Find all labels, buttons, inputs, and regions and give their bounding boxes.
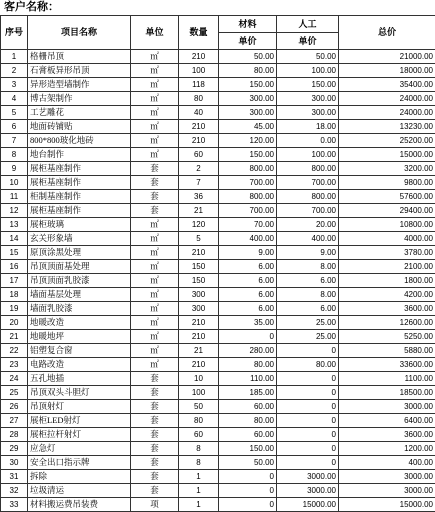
table-row [1, 218, 435, 232]
table-row [1, 358, 435, 372]
col-header-material-price: 单价 [219, 33, 277, 50]
row-seq-cell: 12 [1, 204, 28, 218]
row-labor-price-cell: 6.00 [277, 274, 339, 288]
row-unit-cell: ㎡ [131, 64, 179, 78]
row-total-cell: 21000.00 [339, 50, 435, 64]
row-labor-price-cell: 0 [277, 386, 339, 400]
row-unit-cell: ㎡ [131, 246, 179, 260]
table-row [1, 400, 435, 414]
row-qty-cell: 10 [179, 372, 219, 386]
row-total-cell: 3780.00 [339, 246, 435, 260]
table-row [1, 64, 435, 78]
table-row [1, 288, 435, 302]
row-unit-cell: ㎡ [131, 50, 179, 64]
row-labor-price-cell: 8.00 [277, 260, 339, 274]
row-labor-price-cell: 0 [277, 442, 339, 456]
row-seq-cell: 31 [1, 470, 28, 484]
row-seq-cell: 26 [1, 400, 28, 414]
row-total-cell: 18000.00 [339, 64, 435, 78]
row-name-cell: 工艺雕花 [28, 106, 131, 120]
row-name-cell: 拆除 [28, 470, 131, 484]
table-row [1, 442, 435, 456]
row-unit-cell: 套 [131, 204, 179, 218]
table-row [1, 204, 435, 218]
table-row [1, 484, 435, 498]
row-labor-price-cell: 300.00 [277, 92, 339, 106]
row-labor-price-cell: 700.00 [277, 176, 339, 190]
row-material-price-cell: 120.00 [219, 134, 277, 148]
row-seq-cell: 27 [1, 414, 28, 428]
row-material-price-cell: 80.00 [219, 414, 277, 428]
table-row [1, 428, 435, 442]
row-material-price-cell: 300.00 [219, 106, 277, 120]
row-unit-cell: ㎡ [131, 232, 179, 246]
row-labor-price-cell: 25.00 [277, 330, 339, 344]
row-name-cell: 博古架制作 [28, 92, 131, 106]
table-row [1, 92, 435, 106]
row-unit-cell: ㎡ [131, 120, 179, 134]
row-total-cell: 10800.00 [339, 218, 435, 232]
row-labor-price-cell: 8.00 [277, 288, 339, 302]
table-row [1, 190, 435, 204]
table-row [1, 274, 435, 288]
row-seq-cell: 30 [1, 456, 28, 470]
row-qty-cell: 8 [179, 456, 219, 470]
row-total-cell: 3000.00 [339, 484, 435, 498]
row-material-price-cell: 6.00 [219, 260, 277, 274]
row-name-cell: 吊顶顶面基处理 [28, 260, 131, 274]
row-seq-cell: 5 [1, 106, 28, 120]
row-material-price-cell: 9.00 [219, 246, 277, 260]
row-qty-cell: 21 [179, 204, 219, 218]
row-material-price-cell: 800.00 [219, 162, 277, 176]
row-qty-cell: 210 [179, 120, 219, 134]
table-row [1, 120, 435, 134]
row-material-price-cell: 60.00 [219, 400, 277, 414]
row-qty-cell: 210 [179, 50, 219, 64]
row-qty-cell: 210 [179, 134, 219, 148]
row-unit-cell: ㎡ [131, 358, 179, 372]
row-labor-price-cell: 0 [277, 344, 339, 358]
row-total-cell: 15000.00 [339, 498, 435, 512]
row-name-cell: 玄关形象墙 [28, 232, 131, 246]
row-name-cell: 展柜拉杆射灯 [28, 428, 131, 442]
row-total-cell: 5880.00 [339, 344, 435, 358]
table-row [1, 330, 435, 344]
row-qty-cell: 210 [179, 246, 219, 260]
row-name-cell: 地暖地坪 [28, 330, 131, 344]
row-name-cell: 铝塑复合窗 [28, 344, 131, 358]
row-seq-cell: 16 [1, 260, 28, 274]
table-row [1, 344, 435, 358]
table-row [1, 162, 435, 176]
row-name-cell: 墙面乳胶漆 [28, 302, 131, 316]
row-seq-cell: 2 [1, 64, 28, 78]
row-labor-price-cell: 0 [277, 400, 339, 414]
row-material-price-cell: 110.00 [219, 372, 277, 386]
row-qty-cell: 7 [179, 176, 219, 190]
row-labor-price-cell: 800.00 [277, 190, 339, 204]
row-material-price-cell: 150.00 [219, 78, 277, 92]
row-material-price-cell: 400.00 [219, 232, 277, 246]
table-row [1, 106, 435, 120]
row-unit-cell: 套 [131, 400, 179, 414]
row-total-cell: 2100.00 [339, 260, 435, 274]
row-material-price-cell: 300.00 [219, 92, 277, 106]
table-row [1, 498, 435, 512]
row-seq-cell: 29 [1, 442, 28, 456]
row-name-cell: 展柜LED射灯 [28, 414, 131, 428]
row-qty-cell: 36 [179, 190, 219, 204]
row-seq-cell: 21 [1, 330, 28, 344]
table-row [1, 232, 435, 246]
header-row [1, 16, 435, 33]
row-labor-price-cell: 0 [277, 372, 339, 386]
row-material-price-cell: 0 [219, 470, 277, 484]
row-labor-price-cell: 300.00 [277, 106, 339, 120]
row-labor-price-cell: 100.00 [277, 148, 339, 162]
row-labor-price-cell: 400.00 [277, 232, 339, 246]
row-material-price-cell: 60.00 [219, 428, 277, 442]
row-name-cell: 应急灯 [28, 442, 131, 456]
row-seq-cell: 23 [1, 358, 28, 372]
row-material-price-cell: 800.00 [219, 190, 277, 204]
row-unit-cell: ㎡ [131, 78, 179, 92]
row-material-price-cell: 0 [219, 498, 277, 512]
row-unit-cell: 套 [131, 372, 179, 386]
row-qty-cell: 8 [179, 442, 219, 456]
row-name-cell: 地台制作 [28, 148, 131, 162]
table-body [1, 50, 435, 512]
row-seq-cell: 22 [1, 344, 28, 358]
row-total-cell: 57600.00 [339, 190, 435, 204]
row-seq-cell: 1 [1, 50, 28, 64]
row-unit-cell: ㎡ [131, 288, 179, 302]
row-labor-price-cell: 20.00 [277, 218, 339, 232]
row-unit-cell: 项 [131, 498, 179, 512]
row-material-price-cell: 6.00 [219, 274, 277, 288]
row-total-cell: 400.00 [339, 456, 435, 470]
row-qty-cell: 120 [179, 218, 219, 232]
row-seq-cell: 25 [1, 386, 28, 400]
col-header-total: 总价 [339, 16, 435, 50]
row-name-cell: 吊顶顶面乳胶漆 [28, 274, 131, 288]
row-unit-cell: 套 [131, 428, 179, 442]
row-qty-cell: 60 [179, 428, 219, 442]
col-header-qty: 数量 [179, 16, 219, 50]
row-qty-cell: 80 [179, 414, 219, 428]
row-labor-price-cell: 0 [277, 428, 339, 442]
row-qty-cell: 1 [179, 484, 219, 498]
row-unit-cell: 套 [131, 456, 179, 470]
row-qty-cell: 80 [179, 92, 219, 106]
row-labor-price-cell: 800.00 [277, 162, 339, 176]
row-unit-cell: ㎡ [131, 316, 179, 330]
row-qty-cell: 210 [179, 330, 219, 344]
row-name-cell: 垃圾清运 [28, 484, 131, 498]
row-seq-cell: 32 [1, 484, 28, 498]
row-total-cell: 1800.00 [339, 274, 435, 288]
row-total-cell: 6400.00 [339, 414, 435, 428]
row-unit-cell: 套 [131, 386, 179, 400]
row-material-price-cell: 0 [219, 330, 277, 344]
row-unit-cell: ㎡ [131, 330, 179, 344]
row-labor-price-cell: 3000.00 [277, 470, 339, 484]
row-seq-cell: 13 [1, 218, 28, 232]
row-material-price-cell: 70.00 [219, 218, 277, 232]
row-qty-cell: 118 [179, 78, 219, 92]
row-name-cell: 展柜基座制作 [28, 204, 131, 218]
row-name-cell: 展柜玻璃 [28, 218, 131, 232]
customer-name-label: 客户名称： [0, 0, 435, 15]
table-row [1, 316, 435, 330]
table-row [1, 372, 435, 386]
row-total-cell: 29400.00 [339, 204, 435, 218]
row-material-price-cell: 150.00 [219, 148, 277, 162]
table-row [1, 50, 435, 64]
row-material-price-cell: 150.00 [219, 442, 277, 456]
row-labor-price-cell: 0.00 [277, 134, 339, 148]
row-qty-cell: 300 [179, 302, 219, 316]
row-material-price-cell: 185.00 [219, 386, 277, 400]
row-labor-price-cell: 0 [277, 414, 339, 428]
row-unit-cell: ㎡ [131, 148, 179, 162]
row-name-cell: 格栅吊顶 [28, 50, 131, 64]
row-name-cell: 安全出口指示牌 [28, 456, 131, 470]
row-labor-price-cell: 25.00 [277, 316, 339, 330]
row-total-cell: 24000.00 [339, 92, 435, 106]
row-total-cell: 18500.00 [339, 386, 435, 400]
row-name-cell: 五孔地插 [28, 372, 131, 386]
row-seq-cell: 15 [1, 246, 28, 260]
row-qty-cell: 100 [179, 64, 219, 78]
row-qty-cell: 2 [179, 162, 219, 176]
row-unit-cell: ㎡ [131, 106, 179, 120]
row-labor-price-cell: 150.00 [277, 78, 339, 92]
row-labor-price-cell: 9.00 [277, 246, 339, 260]
row-material-price-cell: 6.00 [219, 288, 277, 302]
row-total-cell: 12600.00 [339, 316, 435, 330]
table-row [1, 176, 435, 190]
row-name-cell: 墙面基层处理 [28, 288, 131, 302]
col-header-labor: 人工 [277, 16, 339, 33]
row-qty-cell: 100 [179, 386, 219, 400]
row-material-price-cell: 35.00 [219, 316, 277, 330]
row-seq-cell: 24 [1, 372, 28, 386]
row-material-price-cell: 0 [219, 484, 277, 498]
row-qty-cell: 210 [179, 316, 219, 330]
row-seq-cell: 33 [1, 498, 28, 512]
row-name-cell: 电路改造 [28, 358, 131, 372]
row-unit-cell: ㎡ [131, 344, 179, 358]
row-name-cell: 展柜基座制作 [28, 162, 131, 176]
row-material-price-cell: 80.00 [219, 358, 277, 372]
row-material-price-cell: 6.00 [219, 302, 277, 316]
row-unit-cell: ㎡ [131, 92, 179, 106]
row-labor-price-cell: 18.00 [277, 120, 339, 134]
row-name-cell: 地暖改造 [28, 316, 131, 330]
row-qty-cell: 40 [179, 106, 219, 120]
row-seq-cell: 7 [1, 134, 28, 148]
col-header-name: 项目名称 [28, 16, 131, 50]
col-header-material: 材料 [219, 16, 277, 33]
row-qty-cell: 1 [179, 498, 219, 512]
row-labor-price-cell: 80.00 [277, 358, 339, 372]
row-name-cell: 原顶涂黑处理 [28, 246, 131, 260]
table-row [1, 148, 435, 162]
row-seq-cell: 4 [1, 92, 28, 106]
row-unit-cell: 套 [131, 162, 179, 176]
row-seq-cell: 17 [1, 274, 28, 288]
quotation-table [0, 15, 435, 512]
row-total-cell: 3000.00 [339, 470, 435, 484]
row-unit-cell: ㎡ [131, 134, 179, 148]
row-name-cell: 石膏板异形吊顶 [28, 64, 131, 78]
row-seq-cell: 18 [1, 288, 28, 302]
row-material-price-cell: 280.00 [219, 344, 277, 358]
row-seq-cell: 11 [1, 190, 28, 204]
row-unit-cell: 套 [131, 442, 179, 456]
row-seq-cell: 28 [1, 428, 28, 442]
row-unit-cell: ㎡ [131, 274, 179, 288]
row-material-price-cell: 50.00 [219, 50, 277, 64]
table-row [1, 302, 435, 316]
table-row [1, 386, 435, 400]
row-unit-cell: 套 [131, 484, 179, 498]
row-total-cell: 3200.00 [339, 162, 435, 176]
row-unit-cell: ㎡ [131, 218, 179, 232]
row-total-cell: 24000.00 [339, 106, 435, 120]
row-unit-cell: 套 [131, 414, 179, 428]
row-seq-cell: 10 [1, 176, 28, 190]
row-total-cell: 15000.00 [339, 148, 435, 162]
row-total-cell: 35400.00 [339, 78, 435, 92]
row-labor-price-cell: 6.00 [277, 302, 339, 316]
row-total-cell: 25200.00 [339, 134, 435, 148]
row-qty-cell: 150 [179, 274, 219, 288]
row-seq-cell: 9 [1, 162, 28, 176]
row-seq-cell: 6 [1, 120, 28, 134]
row-unit-cell: 套 [131, 190, 179, 204]
row-qty-cell: 300 [179, 288, 219, 302]
col-header-seq: 序号 [1, 16, 28, 50]
row-qty-cell: 210 [179, 358, 219, 372]
row-total-cell: 9800.00 [339, 176, 435, 190]
row-name-cell: 异形造型墙制作 [28, 78, 131, 92]
row-total-cell: 33600.00 [339, 358, 435, 372]
table-row [1, 134, 435, 148]
row-total-cell: 1100.00 [339, 372, 435, 386]
row-total-cell: 4200.00 [339, 288, 435, 302]
table-row [1, 246, 435, 260]
table-row [1, 456, 435, 470]
row-seq-cell: 3 [1, 78, 28, 92]
row-unit-cell: 套 [131, 470, 179, 484]
row-total-cell: 4000.00 [339, 232, 435, 246]
row-unit-cell: ㎡ [131, 302, 179, 316]
table-row [1, 78, 435, 92]
row-labor-price-cell: 3000.00 [277, 484, 339, 498]
table-row [1, 470, 435, 484]
row-name-cell: 柜制基座制作 [28, 190, 131, 204]
row-labor-price-cell: 0 [277, 456, 339, 470]
row-qty-cell: 5 [179, 232, 219, 246]
row-name-cell: 材料搬运费吊装费 [28, 498, 131, 512]
row-qty-cell: 21 [179, 344, 219, 358]
row-total-cell: 3000.00 [339, 400, 435, 414]
row-name-cell: 吊顶双头斗胆灯 [28, 386, 131, 400]
row-total-cell: 3600.00 [339, 428, 435, 442]
row-seq-cell: 19 [1, 302, 28, 316]
row-total-cell: 5250.00 [339, 330, 435, 344]
row-material-price-cell: 50.00 [219, 456, 277, 470]
row-labor-price-cell: 700.00 [277, 204, 339, 218]
row-qty-cell: 60 [179, 148, 219, 162]
table-row [1, 260, 435, 274]
row-name-cell: 800*800玻化地砖 [28, 134, 131, 148]
row-material-price-cell: 80.00 [219, 64, 277, 78]
row-qty-cell: 50 [179, 400, 219, 414]
col-header-unit: 单位 [131, 16, 179, 50]
row-name-cell: 展柜基座制作 [28, 176, 131, 190]
row-unit-cell: ㎡ [131, 260, 179, 274]
row-labor-price-cell: 50.00 [277, 50, 339, 64]
row-material-price-cell: 700.00 [219, 176, 277, 190]
row-name-cell: 吊顶射灯 [28, 400, 131, 414]
row-total-cell: 1200.00 [339, 442, 435, 456]
row-qty-cell: 1 [179, 470, 219, 484]
row-total-cell: 13230.00 [339, 120, 435, 134]
row-material-price-cell: 700.00 [219, 204, 277, 218]
col-header-labor-price: 单价 [277, 33, 339, 50]
row-seq-cell: 20 [1, 316, 28, 330]
row-seq-cell: 14 [1, 232, 28, 246]
table-row [1, 414, 435, 428]
row-labor-price-cell: 100.00 [277, 64, 339, 78]
row-qty-cell: 150 [179, 260, 219, 274]
row-material-price-cell: 45.00 [219, 120, 277, 134]
row-total-cell: 3600.00 [339, 302, 435, 316]
row-labor-price-cell: 15000.00 [277, 498, 339, 512]
row-seq-cell: 8 [1, 148, 28, 162]
row-unit-cell: 套 [131, 176, 179, 190]
row-name-cell: 地面砖铺贴 [28, 120, 131, 134]
